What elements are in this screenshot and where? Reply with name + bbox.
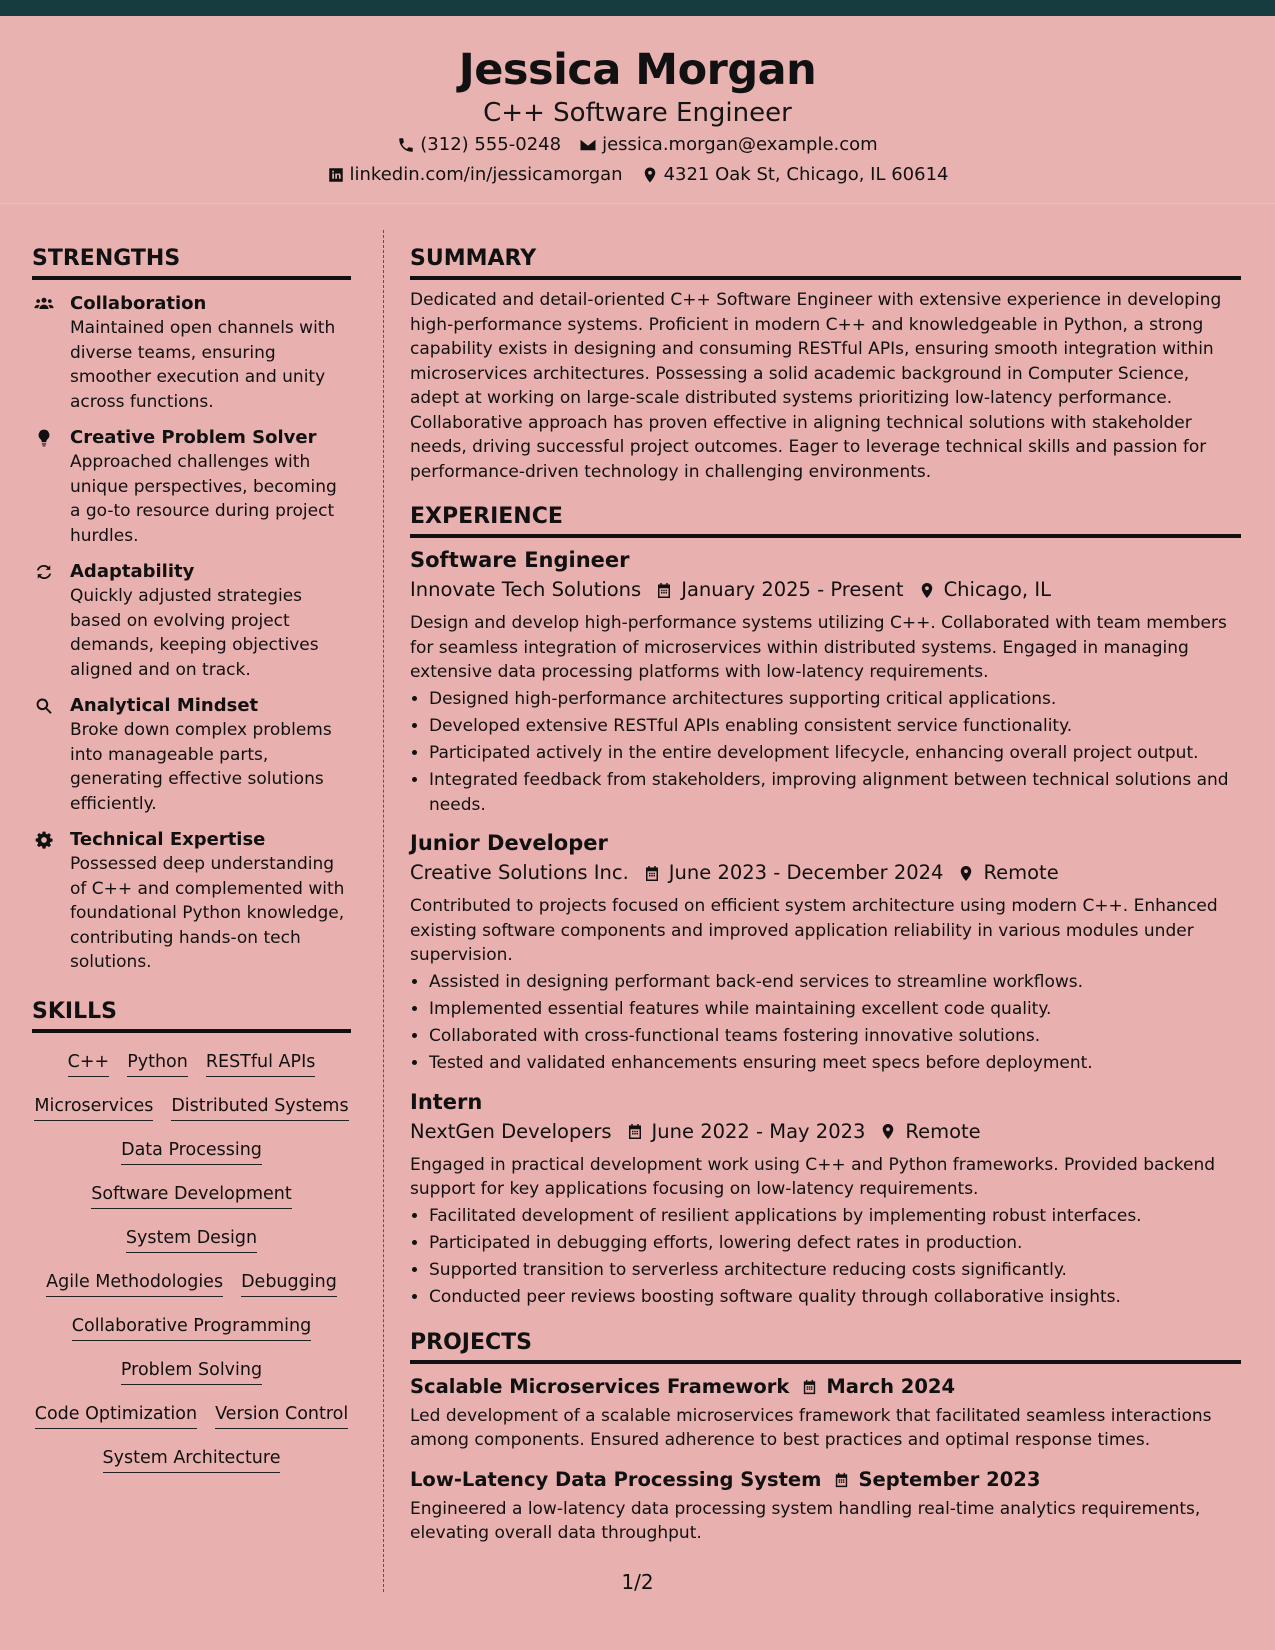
job-description: Engaged in practical development work using C++ and Python frameworks. Provided backend support for key applications focusing on low-latency requirements. xyxy=(410,1154,1216,1199)
strength-item xyxy=(32,828,351,975)
envelope-icon xyxy=(579,136,597,154)
calendar-icon xyxy=(626,1122,644,1141)
job-dates xyxy=(626,1116,866,1148)
map-pin-icon xyxy=(641,166,659,184)
strengths-list xyxy=(32,292,351,975)
phone-text: (312) 555-0248 xyxy=(420,134,562,155)
sync-icon xyxy=(32,560,56,682)
skill-tag: Agile Methodologies xyxy=(46,1269,223,1297)
linkedin-text[interactable]: linkedin.com/in/jessicamorgan xyxy=(349,164,623,185)
contact-row-2 xyxy=(0,160,1275,190)
project-date xyxy=(801,1372,955,1402)
candidate-role: C++ Software Engineer xyxy=(483,98,792,128)
skills-list xyxy=(32,1049,351,1473)
job-dates-text: June 2023 - December 2024 xyxy=(668,861,944,884)
skill-tag: Problem Solving xyxy=(121,1357,262,1385)
skill-tag: Python xyxy=(127,1049,188,1077)
map-pin-icon xyxy=(957,864,975,883)
strength-desc: Maintained open channels with diverse teams, ensuring smoother execution and unity across functions. xyxy=(70,318,336,412)
project-header xyxy=(410,1372,1241,1402)
gear-icon xyxy=(32,828,56,975)
project-entry xyxy=(410,1372,1241,1453)
right-column xyxy=(410,244,1241,1546)
project-entry xyxy=(410,1465,1241,1546)
top-bar xyxy=(0,0,1275,16)
project-description: Engineered a low-latency data processing system handling real-time analytics requirements, elevating overall data throughput. xyxy=(410,1498,1201,1543)
address-text: 4321 Oak St, Chicago, IL 60614 xyxy=(663,164,949,185)
job-bullet: • Integrated feedback from stakeholders, improving alignment between technical solutions and needs. xyxy=(429,768,1241,817)
job-entry xyxy=(410,829,1241,1076)
users-icon xyxy=(32,292,56,414)
map-pin-icon xyxy=(918,581,936,600)
job-description: Design and develop high-performance systems utilizing C++. Collaborated with team members for seamless integration of microservices within distributed systems. Engaged in managing extensive data processing platforms with low-latency requirements. xyxy=(410,613,1227,682)
skill-tag: Distributed Systems xyxy=(171,1093,348,1121)
email-text[interactable]: jessica.morgan@example.com xyxy=(602,134,878,155)
job-description: Contributed to projects focused on efficient system architecture using modern C++. Enhanced existing software components and improved application reliability in various modules under supervision. xyxy=(410,896,1218,965)
experience-heading: EXPERIENCE xyxy=(410,502,1241,538)
job-title: Intern xyxy=(410,1089,483,1114)
job-dates-text: January 2025 - Present xyxy=(681,578,904,601)
page-number: 1/2 xyxy=(621,1570,654,1594)
job-bullet: • Implemented essential features while maintaining excellent code quality. xyxy=(429,997,1241,1022)
job-title: Software Engineer xyxy=(410,548,630,572)
column-divider xyxy=(383,230,384,1592)
job-location-text: Chicago, IL xyxy=(943,578,1051,601)
strength-desc: Possessed deep understanding of C++ and complemented with foundational Python knowledge, contributing hands-on tech solutions. xyxy=(70,854,345,972)
linkedin-icon xyxy=(327,166,345,184)
job-location xyxy=(957,857,1058,889)
job-dates xyxy=(655,574,903,606)
job-dates xyxy=(643,857,944,889)
search-icon xyxy=(32,694,56,816)
job-entry xyxy=(410,546,1241,817)
candidate-name: Jessica Morgan xyxy=(458,45,817,95)
contact-linkedin[interactable] xyxy=(327,160,623,190)
strength-item xyxy=(32,560,351,682)
job-bullets xyxy=(429,970,1241,1076)
skill-tag: Data Processing xyxy=(121,1137,262,1165)
skill-tag: Version Control xyxy=(215,1401,348,1429)
strength-item xyxy=(32,292,351,414)
strength-desc: Approached challenges with unique perspectives, becoming a go-to resource during project hurdles. xyxy=(70,452,337,546)
lightbulb-icon xyxy=(32,426,56,548)
job-bullet: • Conducted peer reviews boosting software quality through collaborative insights. xyxy=(429,1285,1241,1310)
strength-item xyxy=(32,426,351,548)
projects-heading: PROJECTS xyxy=(410,1328,1241,1364)
summary-text: Dedicated and detail-oriented C++ Software Engineer with extensive experience in developing high-performance systems. Proficient in modern C++ and knowledgeable in Python, a strong capability exists in designing and consuming RESTful APIs, ensuring smooth integration within microservices architectures. Possessing a solid academic background in Computer Science, adept at working on large-scale distributed systems prioritizing low-latency performance. Collaborative approach has proven effective in aligning technical solutions with stakeholder needs, driving successful project outcomes. Eager to leverage technical skills and passion for performance-driven technology in challenging environments. xyxy=(410,290,1222,482)
strength-item xyxy=(32,694,351,816)
skill-tag: System Design xyxy=(126,1225,257,1253)
calendar-icon xyxy=(801,1378,818,1396)
left-column xyxy=(32,244,351,1473)
project-title: Low-Latency Data Processing System xyxy=(410,1467,822,1491)
strength-title: Collaboration xyxy=(70,293,207,314)
job-company: NextGen Developers xyxy=(410,1119,612,1143)
job-meta xyxy=(410,1116,1241,1148)
strength-desc: Quickly adjusted strategies based on evolving project demands, keeping objectives aligned and on track. xyxy=(70,586,319,680)
job-bullet: • Participated actively in the entire development lifecycle, enhancing overall project output. xyxy=(429,741,1241,766)
skill-tag: Code Optimization xyxy=(35,1401,197,1429)
job-bullet: • Facilitated development of resilient applications by implementing robust interfaces. xyxy=(429,1204,1241,1229)
contact-phone xyxy=(397,130,561,160)
job-bullet: • Collaborated with cross-functional teams fostering innovative solutions. xyxy=(429,1024,1241,1049)
job-bullet: • Participated in debugging efforts, lowering defect rates in production. xyxy=(429,1231,1241,1256)
job-title: Junior Developer xyxy=(410,831,608,855)
project-date-text: March 2024 xyxy=(826,1374,956,1398)
strength-title: Adaptability xyxy=(70,561,195,582)
job-dates-text: June 2022 - May 2023 xyxy=(651,1119,866,1143)
job-bullets xyxy=(429,1204,1241,1310)
project-title: Scalable Microservices Framework xyxy=(410,1374,790,1398)
contact-address xyxy=(641,160,949,190)
job-company: Creative Solutions Inc. xyxy=(410,861,629,884)
skill-tag: C++ xyxy=(68,1049,110,1077)
job-entry xyxy=(410,1088,1241,1310)
job-bullet: • Designed high-performance architectures supporting critical applications. xyxy=(429,687,1241,712)
calendar-icon xyxy=(833,1471,850,1489)
job-meta xyxy=(410,574,1241,606)
contact-row-1 xyxy=(0,130,1275,160)
skill-tag: System Architecture xyxy=(103,1445,281,1473)
calendar-icon xyxy=(655,581,673,600)
project-date-text: September 2023 xyxy=(858,1467,1041,1491)
job-location-text: Remote xyxy=(983,861,1059,884)
project-header xyxy=(410,1465,1241,1495)
skill-tag: RESTful APIs xyxy=(206,1049,316,1077)
job-location xyxy=(918,574,1051,606)
strength-title: Analytical Mindset xyxy=(70,695,259,716)
strength-title: Technical Expertise xyxy=(70,829,266,850)
job-location-text: Remote xyxy=(905,1119,981,1143)
job-bullet: • Assisted in designing performant back-end services to streamline workflows. xyxy=(429,970,1241,995)
job-meta xyxy=(410,857,1241,889)
job-bullet: • Tested and validated enhancements ensuring meet specs before deployment. xyxy=(429,1051,1241,1076)
strength-desc: Broke down complex problems into manageable parts, generating effective solutions efficiently. xyxy=(70,720,332,814)
skills-heading: SKILLS xyxy=(32,997,351,1033)
strengths-heading: STRENGTHS xyxy=(32,244,351,280)
skill-tag: Software Development xyxy=(91,1181,292,1209)
skill-tag: Microservices xyxy=(34,1093,153,1121)
job-bullets xyxy=(429,687,1241,817)
project-date xyxy=(833,1465,1040,1495)
job-company: Innovate Tech Solutions xyxy=(410,578,642,601)
map-pin-icon xyxy=(879,1122,897,1141)
phone-icon xyxy=(397,136,415,154)
skill-tag: Collaborative Programming xyxy=(72,1313,311,1341)
job-bullet: • Supported transition to serverless architecture reducing costs significantly. xyxy=(429,1258,1241,1283)
contact-email[interactable] xyxy=(579,130,878,160)
skill-tag: Debugging xyxy=(241,1269,337,1297)
job-bullet: • Developed extensive RESTful APIs enabling consistent service functionality. xyxy=(429,714,1241,739)
project-description: Led development of a scalable microservices framework that facilitated seamless interactions among components. Ensured adherence to best practices and optimal response times. xyxy=(410,1405,1212,1450)
strength-title: Creative Problem Solver xyxy=(70,427,317,448)
summary-heading: SUMMARY xyxy=(410,244,1241,280)
resume-header xyxy=(0,16,1275,204)
calendar-icon xyxy=(643,864,661,883)
job-location xyxy=(879,1116,980,1148)
